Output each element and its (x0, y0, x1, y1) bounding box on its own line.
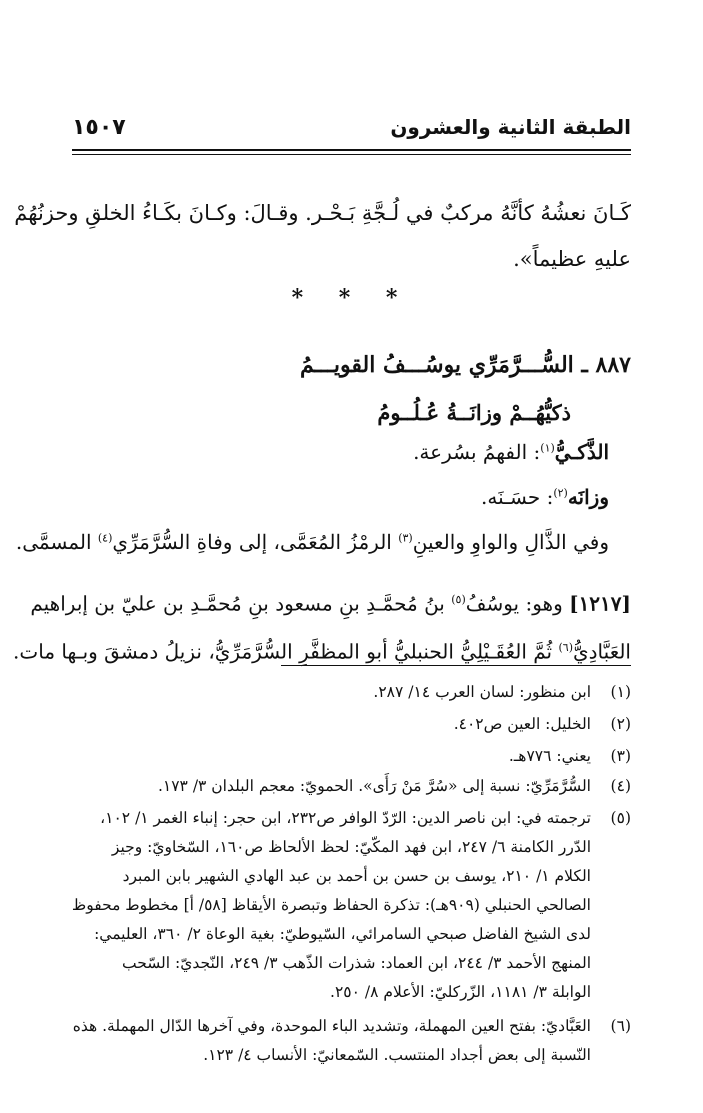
footnote-text: لدى الشيخ الفاضل صبحي السامرائي، السّيوطيّ: بغية الوعاة ٢/ ٣٦٠، العليمي: (94, 925, 591, 943)
footnote (72, 1012, 631, 1070)
footnote-text: العَبَّاديّ: بفتح العين المهملة، وتشديد الباء الموحدة، وفي آخرها الدّال المهملة. هذه (72, 1017, 591, 1035)
footnote-label: (٥) (610, 809, 631, 827)
footnote-text: النّسبة إلى بعض أجداد المنتسب. السّمعانيّ: الأنساب ٤/ ١٢٣. (203, 1046, 591, 1064)
paragraph-text: وهو: يوسُفُ (465, 591, 570, 616)
footnote-text: السُّرَّمَرِّيّ: نسبة إلى «سُرَّ مَنْ رَأَى». الحمويّ: معجم البلدان ٣/ ١٧٣. (157, 777, 591, 795)
footnote-ref: (٤) (97, 531, 113, 545)
definition-line (72, 440, 631, 464)
footnote-label: (٣) (610, 747, 631, 765)
footnote-label: (٢) (610, 715, 631, 733)
footnote-label: (٦) (610, 1017, 631, 1035)
footnote-text: الكلام ١/ ٢١٠، يوسف بن حسن بن أحمد بن عبد الهادي الشهير بابن المبرد (122, 867, 591, 885)
footnote (72, 710, 631, 739)
definition-term: وزانَه (567, 485, 609, 509)
paragraph-text: ثُمَّ العُقَـيْلِيُّ الحنبليُّ أبو المظفَّرِ السُّرَّمَرِّيُّ، نزيلُ دمشقَ وبـها مات. (13, 639, 559, 664)
footnote-ref: (٥) (451, 593, 466, 606)
footnote-text: الوابلة ٣/ ١١٨١، الزّركليّ: الأعلام ٨/ ٢٥٠. (330, 983, 591, 1001)
definition-text: المسمَّى. (15, 530, 98, 554)
page-header (72, 110, 631, 144)
footnote (72, 804, 631, 1007)
paragraph-text: العَبَّادِيُّ (573, 639, 631, 664)
footnote-text: يعني: ٧٧٦هـ. (508, 747, 591, 765)
definition-line (72, 485, 631, 509)
footnote-ref: (٦) (558, 640, 573, 654)
paragraph-line: كَـانَ نعشُهُ كأنَّهُ مركبٌ في لُـجَّةِ بَـحْـر. وقـالَ: وكـانَ بكَـاءُ الخلقِ وحزنُهُمْ (14, 201, 631, 225)
entry-number: [١٢١٧] (569, 591, 631, 616)
footnote-text: الدّرر الكامنة ٦/ ٢٤٧، ابن فهد المكّيّ: لحظ الألحاظ ص١٦٠، السّخاويّ: وجيز (111, 838, 591, 856)
entry-heading: ٨٨٧ ـ السُّـــرَّمَرِّي يوسُـــفُ القويـــمُ (299, 352, 631, 378)
footnote-text: ترجمته في: ابن ناصر الدين: الرّدّ الوافر ص٢٣٢، ابن حجر: إنباء الغمر ١/ ١٠٢، (100, 809, 591, 827)
paragraph-text: بنُ مُحمَّـدِ بنِ مسعود بنِ مُحمَّـدِ بن عليّ بن إبراهيم (30, 591, 452, 616)
definition-line (15, 530, 631, 554)
header-rule-thin (72, 154, 631, 155)
footnote (72, 678, 631, 707)
footnote-ref: (٣) (398, 531, 413, 545)
footnote (72, 742, 631, 771)
footnote-ref: (١) (540, 441, 555, 455)
section-separator: * * * (291, 285, 412, 311)
footnote-ref: (٢) (553, 486, 568, 500)
definition-text: : الفهمُ بسُرعة. (413, 440, 541, 464)
footnote-label: (٤) (610, 777, 631, 795)
footnote-text: الصالحي الحنبلي (٩٠٩هـ): تذكرة الحفاظ وتبصرة الأيقاظ [٥٨/ أ] مخطوط محفوظ (71, 896, 591, 914)
definition-text: الرمْزُ المُعَمَّى، إلى وفاةِ السُّرَّمَرِّي (112, 530, 399, 554)
page-number: ١٥٠٧ (72, 114, 126, 140)
footnote-text: المنهج الأحمد ٣/ ٢٤٤، ابن العماد: شذرات الذّهب ٣/ ٢٤٩، النّجديّ: السّحب (121, 954, 591, 972)
header-rule-thick (72, 149, 631, 151)
verse-line: ذكيُّهُــمْ وزانَــةُ عُـلُــومُ (377, 400, 571, 425)
paragraph-line (13, 626, 631, 674)
footnote-text: ابن منظور: لسان العرب ١٤/ ٢٨٧. (373, 683, 591, 701)
definition-text: وفي الذَّالِ والواوِ والعينِ (412, 530, 609, 554)
opening-paragraph (14, 190, 631, 282)
footnote-text: الخليل: العين ص٤٠٢. (453, 715, 591, 733)
footnote (72, 772, 631, 801)
footnote-rule (281, 665, 631, 666)
footnote-label: (١) (610, 683, 631, 701)
paragraph-line (30, 578, 631, 626)
biography-paragraph (13, 578, 631, 673)
paragraph-line: عليهِ عظيماً». (513, 247, 631, 271)
running-title: الطبقة الثانية والعشرون (390, 115, 631, 139)
definition-term: الذَّكـيُّ (554, 440, 609, 464)
definition-text: : حسَـنَه. (481, 485, 554, 509)
